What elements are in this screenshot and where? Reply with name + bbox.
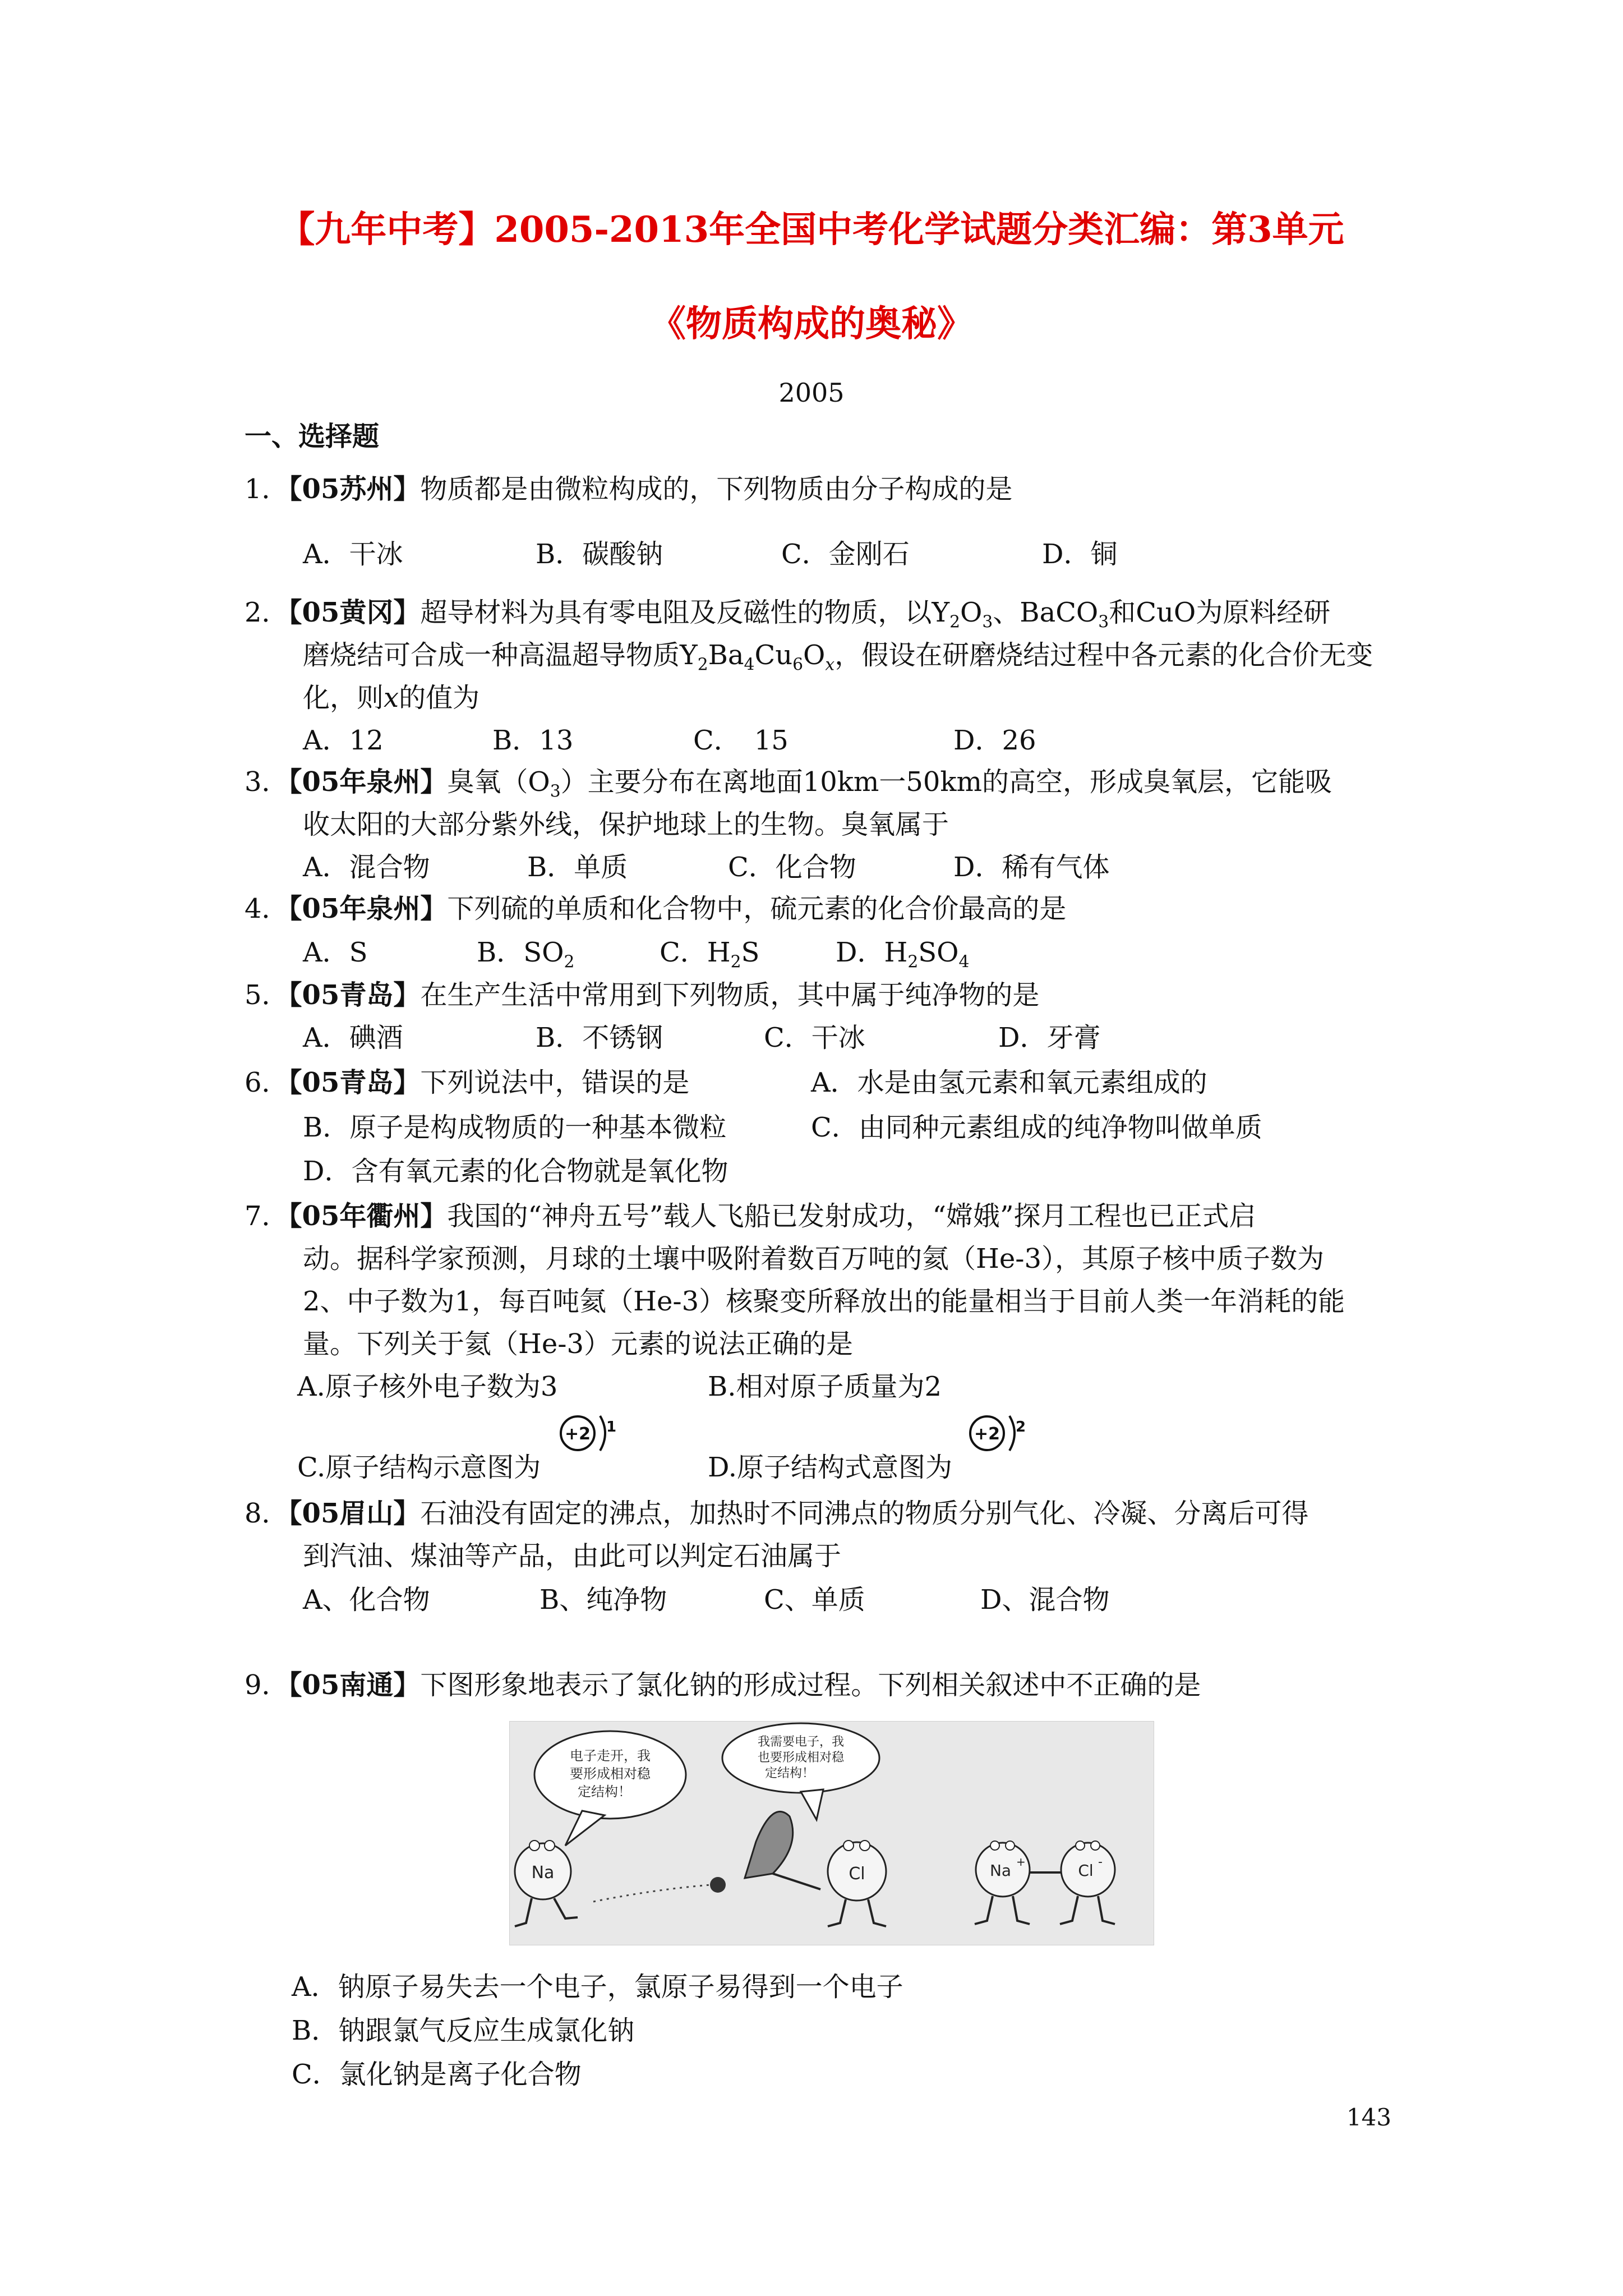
q2-option-d: D．26 (953, 725, 1036, 756)
question-2-line-2: 磨烧结可合成一种高温超导物质$Y_2Ba_4Cu_6O_x$，假设在研磨烧结过程中各元素的化合价无变 (303, 639, 1373, 675)
question-3-line-2: 收太阳的大部分紫外线，保护地球上的生物。臭氧属于 (303, 809, 949, 840)
q5-option-a: A．碘酒 (303, 1022, 403, 1053)
svg-text:Cl: Cl (849, 1864, 865, 1884)
svg-text:+2: +2 (564, 1424, 591, 1444)
q1-option-b: B．碳酸钠 (536, 539, 663, 570)
q4-option-a: A．S (303, 937, 368, 968)
document-title-line2: 《物质构成的奥秘》 (650, 303, 973, 345)
q9-option-b: B．钠跟氯气反应生成氯化钠 (292, 2015, 635, 2046)
question-1: 1．【05苏州】物质都是由微粒构成的，下列物质由分子构成的是 (245, 473, 1013, 505)
question-source-tag: 【05黄冈】 (288, 597, 421, 628)
sodium-chloride-formation-figure (509, 1721, 1154, 1945)
q1-option-c: C．金刚石 (781, 539, 910, 570)
bubble1-line1: 电子走开，我 (570, 1748, 651, 1764)
q4-option-c: C．$H_2S$ (660, 937, 760, 972)
question-8: 8．【05眉山】石油没有固定的沸点，加热时不同沸点的物质分别气化、冷凝、分离后可得 (245, 1498, 1309, 1529)
svg-text:1: 1 (606, 1419, 617, 1435)
question-source-tag: 【05眉山】 (288, 1498, 421, 1529)
question-9: 9．【05南通】下图形象地表示了氯化钠的形成过程。下列相关叙述中不正确的是 (245, 1669, 1201, 1701)
question-source-tag: 【05年泉州】 (288, 766, 448, 798)
bubble2-line2: 也要形成相对稳 (757, 1751, 845, 1765)
q6-option-d: D．含有氧元素的化合物就是氧化物 (303, 1156, 728, 1187)
q7-option-c: C.原子结构示意图为 (297, 1452, 541, 1483)
q6-option-a: A．水是由氢元素和氧元素组成的 (811, 1067, 1207, 1098)
q5-option-d: D．牙膏 (998, 1022, 1101, 1053)
question-5: 5．【05青岛】在生产生活中常用到下列物质，其中属于纯净物的是 (245, 979, 1040, 1011)
svg-text:Na: Na (531, 1863, 555, 1883)
question-source-tag: 【05年衢州】 (288, 1200, 448, 1232)
question-7: 7．【05年衢州】我国的“神舟五号”载人飞船已发射成功，“嫦娥”探月工程也已正式启 (245, 1200, 1256, 1232)
q2-option-c: C． 15 (693, 725, 789, 756)
svg-text:+: + (1016, 1855, 1026, 1869)
q3-option-b: B．单质 (527, 852, 628, 883)
q7-option-a: A.原子核外电子数为3 (297, 1371, 558, 1402)
q9-option-a: A．钠原子易失去一个电子，氯原子易得到一个电子 (292, 1971, 903, 2003)
question-source-tag: 【05青岛】 (288, 979, 421, 1011)
page-number: 143 (1346, 2104, 1391, 2131)
q9-option-c: C．氯化钠是离子化合物 (292, 2059, 582, 2090)
q2-option-a: A．12 (303, 725, 384, 756)
svg-text:Na: Na (989, 1861, 1012, 1880)
question-7-line-3: 2、中子数为1，每百吨氦（He-3）核聚变所释放出的能量相当于目前人类一年消耗的能 (303, 1286, 1345, 1317)
q8-option-a: A、化合物 (303, 1584, 430, 1616)
q8-option-c: C、单质 (764, 1584, 865, 1616)
q1-option-d: D．铜 (1042, 539, 1118, 570)
bubble2-line3: 定结构！ (764, 1766, 815, 1780)
q3-option-a: A．混合物 (303, 852, 430, 883)
q4-option-b: B．$SO_2$ (477, 937, 575, 972)
question-2: 2．【05黄冈】超导材料为具有零电阻及反磁性的物质，以$Y_2O_3$、BaCO$_3$和CuO为原料经研 (245, 597, 1331, 632)
year-heading: 2005 (778, 378, 845, 408)
q3-option-d: D．稀有气体 (953, 852, 1110, 883)
question-3: 3．【05年泉州】臭氧$(O_3)$主要分布在离地面10km一50km的高空，形成臭氧层，它能吸 (245, 766, 1332, 802)
q8-option-b: B、纯净物 (540, 1584, 667, 1616)
svg-text:-: - (1098, 1855, 1103, 1869)
svg-text:2: 2 (1015, 1419, 1026, 1435)
question-2-line-3: 化，则x的值为 (303, 682, 480, 714)
question-source-tag: 【05苏州】 (288, 473, 421, 505)
svg-text:Cl: Cl (1078, 1861, 1094, 1880)
atom-structure-diagram-d (966, 1408, 1027, 1458)
svg-text:+2: +2 (974, 1424, 1000, 1444)
question-7-line-4: 量。下列关于氦（He-3）元素的说法正确的是 (303, 1328, 854, 1360)
section-heading: 一、选择题 (245, 421, 380, 452)
question-source-tag: 【05青岛】 (288, 1067, 421, 1098)
question-source-tag: 【05年泉州】 (288, 893, 448, 924)
q8-option-d: D、混合物 (980, 1584, 1110, 1616)
question-6: 6．【05青岛】下列说法中，错误的是 (245, 1067, 690, 1098)
q4-option-d: D．$H_2SO_4$ (836, 937, 970, 972)
question-8-line-2: 到汽油、煤油等产品，由此可以判定石油属于 (303, 1540, 842, 1572)
q7-option-b: B.相对原子质量为2 (708, 1371, 942, 1402)
question-4: 4．【05年泉州】下列硫的单质和化合物中，硫元素的化合价最高的是 (245, 893, 1067, 924)
atom-structure-diagram-c (556, 1408, 618, 1458)
q6-option-b: B．原子是构成物质的一种基本微粒 (303, 1112, 727, 1143)
q3-option-c: C．化合物 (728, 852, 856, 883)
q2-option-b: B．13 (492, 725, 574, 756)
question-source-tag: 【05南通】 (288, 1669, 421, 1701)
bubble1-line3: 定结构！ (578, 1784, 631, 1800)
q5-option-b: B．不锈钢 (536, 1022, 663, 1053)
q7-option-d: D.原子结构式意图为 (708, 1452, 953, 1483)
document-title-line1: 【九年中考】2005-2013年全国中考化学试题分类汇编：第3单元 (279, 209, 1344, 251)
question-7-line-2: 动。据科学家预测，月球的土壤中吸附着数百万吨的氦（He-3），其原子核中质子数为 (303, 1243, 1325, 1274)
q5-option-c: C．干冰 (764, 1022, 865, 1053)
bubble2-line1: 我需要电子，我 (757, 1735, 845, 1749)
q6-option-c: C．由同种元素组成的纯净物叫做单质 (811, 1112, 1262, 1143)
bubble1-line2: 要形成相对稳 (570, 1766, 651, 1782)
q1-option-a: A．干冰 (303, 539, 403, 570)
